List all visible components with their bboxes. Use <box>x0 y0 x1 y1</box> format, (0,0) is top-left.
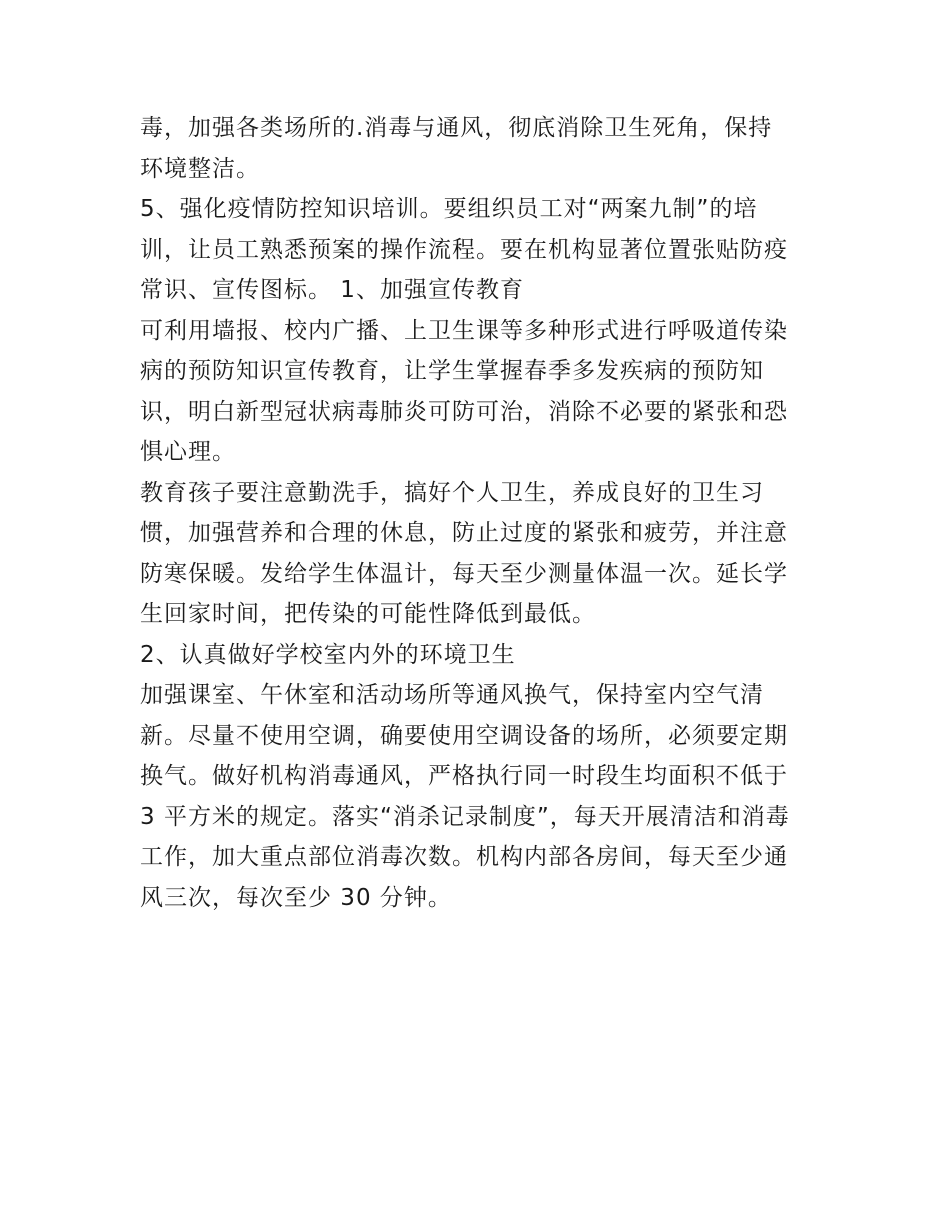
text-line: 可利用墙报、校内广播、上卫生课等多种形式进行呼吸道传染 <box>140 317 788 344</box>
text-line: 2、认真做好学校室内外的环境卫生 <box>140 641 516 668</box>
text-line: 工作，加大重点部位消毒次数。机构内部各房间，每天至少通 <box>140 844 788 870</box>
text-line: 新。尽量不使用空调，确要使用空调设备的场所，必须要定期 <box>140 722 788 749</box>
text-line: 3 平方米的规定。落实“消杀记录制度”，每天开展清洁和消毒 <box>140 803 790 830</box>
text-line: 换气。做好机构消毒通风，严格执行同一时段生均面积不低于 <box>140 763 788 789</box>
text-line: 5、强化疫情防控知识培训。要组织员工对“两案九制”的培 <box>140 196 758 222</box>
text-line: 环境整洁。 <box>140 155 260 182</box>
document-body <box>140 108 820 918</box>
text-line: 惯，加强营养和合理的休息，防止过度的紧张和疲劳，并注意 <box>140 520 788 546</box>
text-line: 教育孩子要注意勤洗手，搞好个人卫生，养成良好的卫生习 <box>140 479 764 506</box>
text-line: 加强课室、午休室和活动场所等通风换气，保持室内空气清 <box>140 682 764 708</box>
text-line: 识，明白新型冠状病毒肺炎可防可治，消除不必要的紧张和恐 <box>140 398 788 425</box>
text-line: 病的预防知识宣传教育，让学生掌握春季多发疾病的预防知 <box>140 358 764 384</box>
text-line: 常识、宣传图标。 1、加强宣传教育 <box>140 277 524 303</box>
text-line: 训，让员工熟悉预案的操作流程。要在机构显著位置张贴防疫 <box>140 236 788 263</box>
text-line: 惧心理。 <box>140 439 236 465</box>
text-line: 生回家时间，把传染的可能性降低到最低。 <box>140 601 596 627</box>
text-line: 风三次，每次至少 30 分钟。 <box>140 884 452 911</box>
text-line: 防寒保暖。发给学生体温计，每天至少测量体温一次。延长学 <box>140 560 788 587</box>
text-line: 毒，加强各类场所的.消毒与通风，彻底消除卫生死角，保持 <box>140 115 773 141</box>
